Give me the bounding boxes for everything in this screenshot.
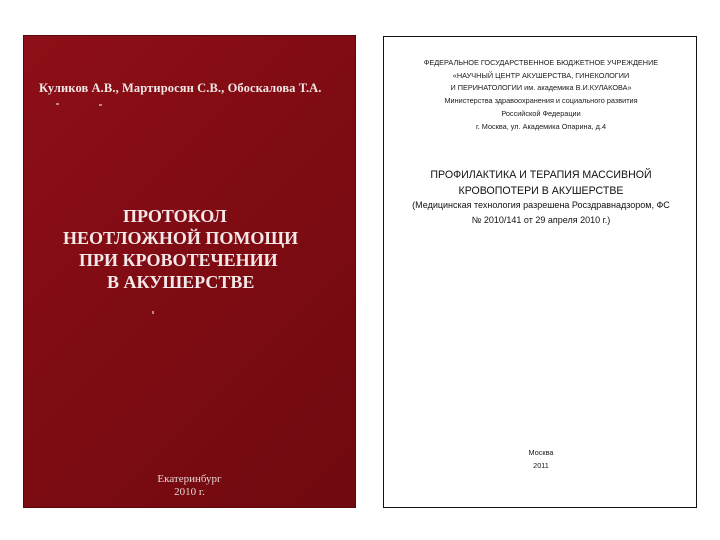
title-page xyxy=(383,36,697,508)
document-title-line: ПРОФИЛАКТИКА И ТЕРАПИЯ МАССИВНОЙ xyxy=(430,169,652,181)
institution-line: И ПЕРИНАТОЛОГИИ им. академика В.И.КУЛАКОВА» xyxy=(450,83,632,93)
institution-line: Министерства здравоохранения и социального развития xyxy=(444,96,638,106)
document-title xyxy=(384,167,698,199)
cover-speck xyxy=(56,103,59,105)
book-year: 2010 г. xyxy=(174,486,205,498)
book-city: Екатеринбург xyxy=(157,473,222,485)
page-year: 2011 xyxy=(533,461,549,470)
institution-block xyxy=(384,57,698,133)
page-city: Москва xyxy=(528,448,554,457)
cover-speck xyxy=(152,311,154,314)
document-note xyxy=(390,198,692,228)
institution-line: «НАУЧНЫЙ ЦЕНТР АКУШЕРСТВА, ГИНЕКОЛОГИИ xyxy=(452,70,630,80)
document-title-line: КРОВОПОТЕРИ В АКУШЕРСТВЕ xyxy=(458,185,624,197)
book-imprint xyxy=(23,473,356,499)
book-authors: Куликов А.В., Мартиросян С.В., Обоскалова Т.А. xyxy=(39,81,322,95)
institution-line: Российской Федерации xyxy=(501,108,581,118)
book-title-line: ПРИ КРОВОТЕЧЕНИИ xyxy=(79,250,278,270)
institution-line: ФЕДЕРАЛЬНОЕ ГОСУДАРСТВЕННОЕ БЮДЖЕТНОЕ УЧРЕЖДЕНИЕ xyxy=(423,58,659,67)
cover-speck xyxy=(99,104,102,106)
page-imprint xyxy=(384,446,698,472)
book-title-line: НЕОТЛОЖНОЙ ПОМОЩИ xyxy=(63,228,299,248)
book-title xyxy=(63,205,323,293)
document-note-line: № 2010/141 от 29 апреля 2010 г.) xyxy=(471,215,611,225)
book-title-line: В АКУШЕРСТВЕ xyxy=(107,272,255,292)
book-cover xyxy=(23,35,356,508)
document-note-line: (Медицинская технология разрешена Росздравнадзором, ФС xyxy=(412,200,670,210)
book-title-line: ПРОТОКОЛ xyxy=(123,206,227,226)
institution-line: г. Москва, ул. Академика Опарина, д.4 xyxy=(475,121,607,131)
